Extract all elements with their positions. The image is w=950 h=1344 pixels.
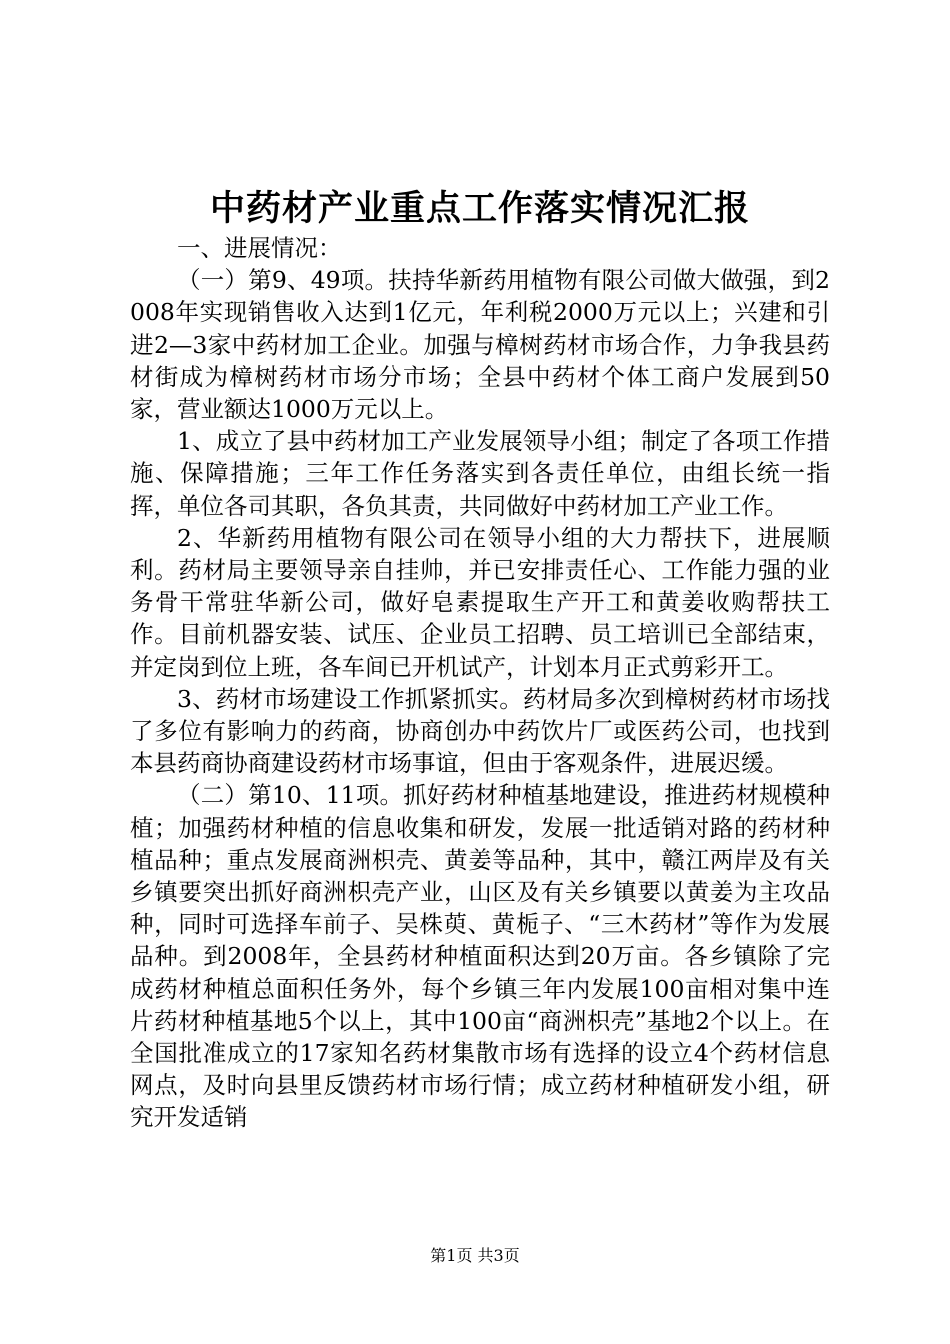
document-body <box>130 232 830 1134</box>
body-paragraph: 3、药材市场建设工作抓紧抓实。药材局多次到樟树药材市场找了多位有影响力的药商，协商创办中药饮片厂或医药公司，也找到本县药商协商建设药材市场事谊，但由于客观条件，进展迟缓。 <box>130 684 830 778</box>
document-title: 中药材产业重点工作落实情况汇报 <box>209 188 750 229</box>
body-paragraph: （一）第9、49项。扶持华新药用植物有限公司做大做强，到2008年实现销售收入达到1亿元，年利税2000万元以上；兴建和引进2—3家中药材加工企业。加强与樟树药材市场合作，力争我县药材街成为樟树药材市场分市场；全县中药材个体工商户发展到50家，营业额达1000万元以上。 <box>130 266 830 424</box>
body-paragraph: 2、华新药用植物有限公司在领导小组的大力帮扶下，进展顺利。药材局主要领导亲自挂帅，并已安排责任心、工作能力强的业务骨干常驻华新公司，做好皂素提取生产开工和黄姜收购帮扶工作。目前机器安装、试压、企业员工招聘、员工培训已全部结束，并定岗到位上班，各车间已开机试产，计划本月正式剪彩开工。 <box>130 523 830 681</box>
page-footer: 第1页 共3页 <box>430 1246 520 1265</box>
section-heading: 一、进展情况： <box>177 234 342 262</box>
body-paragraph: （二）第10、11项。抓好药材种植基地建设，推进药材规模种植；加强药材种植的信息收集和研发，发展一批适销对路的药材种植品种；重点发展商洲枳壳、黄姜等品种，其中，赣江两岸及有关乡镇要突出抓好商洲枳壳产业，山区及有关乡镇要以黄姜为主攻品种，同时可选择车前子、吴株萸、黄栀子、“三木药材”等作为发展品种。到2008年，全县药材种植面积达到20万亩。各乡镇除了完成药材种植总面积任务外，每个乡镇三年内发展100亩相对集中连片药材种植基地5个以上，其中100亩“商洲枳壳”基地2个以上。在全国批准成立的17家知名药材集散市场有选择的设立4个药材信息网点，及时向县里反馈药材市场行情；成立药材种植研发小组，研究开发适销 <box>130 781 830 1132</box>
body-paragraph: 1、成立了县中药材加工产业发展领导小组；制定了各项工作措施、保障措施；三年工作任务落实到各责任单位，由组长统一指挥，单位各司其职，各负其责，共同做好中药材加工产业工作。 <box>130 427 830 520</box>
